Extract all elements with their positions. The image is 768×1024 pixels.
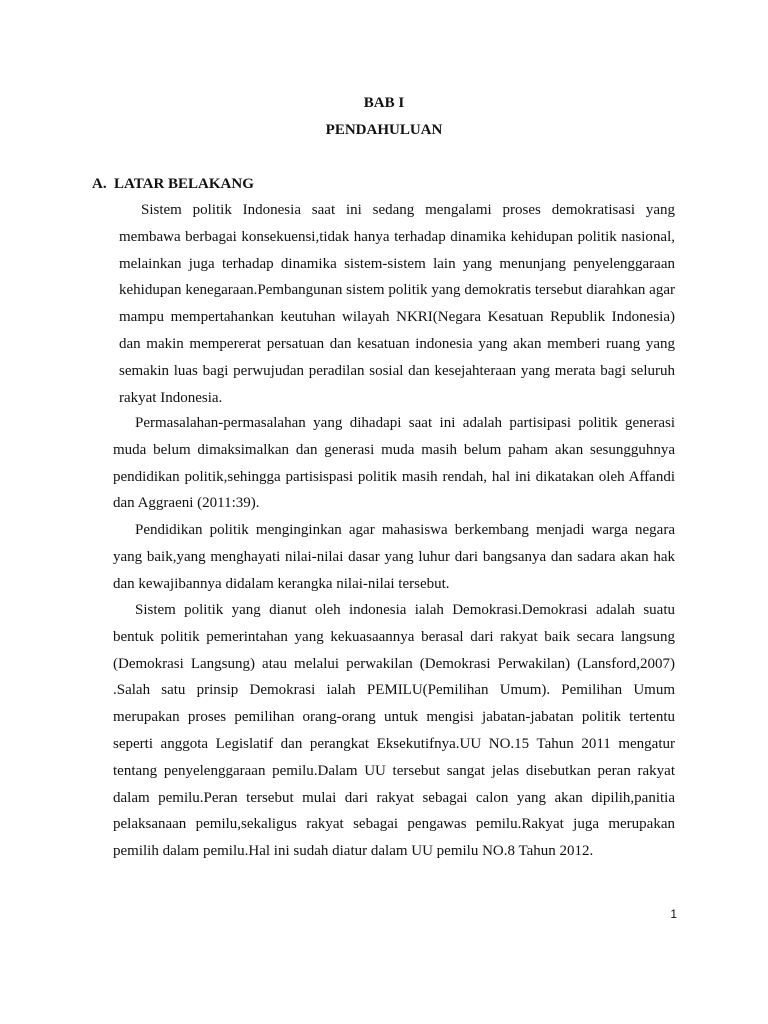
body-paragraph-3: Pendidikan politik menginginkan agar mahasiswa berkembang menjadi warga negara yang baik,yang menghayati nilai-nilai dasar yang luhur dari bangsanya dan sadara akan hak dan kewajibannya didalam kerangka nilai-nilai tersebut. — [113, 522, 675, 592]
chapter-title: PENDAHULUAN — [325, 122, 443, 138]
page-number: 1 — [670, 907, 677, 921]
body-paragraph-1: Sistem politik Indonesia saat ini sedang mengalami proses demokratisasi yang membawa berbagai konsekuensi,tidak hanya terhadap dinamika kehidupan politik nasional, melainkan juga terhadap dinamika sistem-sistem lain yang menunjang penyelenggaraan kehidupan kenegaraan.Pembangunan sistem politik yang demokratis tersebut diarahkan agar mampu mempertahankan keutuhan wilayah NKRI(Negara Kesatuan Republik Indonesia) dan makin mempererat persatuan dan kesatuan indonesia yang akan memberi ruang yang semakin luas bagi perwujudan peradilan sosial dan kesejahteraan yang merata bagi seluruh rakyat Indonesia. — [119, 202, 675, 406]
section-marker: A. — [92, 176, 107, 192]
section-heading — [92, 175, 254, 193]
section-title: LATAR BELAKANG — [114, 176, 254, 192]
body-paragraph-2: Permasalahan-permasalahan yang dihadapi saat ini adalah partisipasi politik generasi muda belum dimaksimalkan dan generasi muda masih belum paham akan sesungguhnya pendidikan politik,sehingga partisispasi politik masih rendah, hal ini dikatakan oleh Affandi dan Aggraeni (2011:39). — [113, 415, 675, 512]
chapter-heading: BAB I — [363, 95, 405, 111]
body-paragraph-4: Sistem politik yang dianut oleh indonesia ialah Demokrasi.Demokrasi adalah suatu bentuk politik pemerintahan yang kekuasaannya berasal dari rakyat baik secara langsung (Demokrasi Langsung) atau melalui perwakilan (Demokrasi Perwakilan) (Lansford,2007) .Salah satu prinsip Demokrasi ialah PEMILU(Pemilihan Umum). Pemilihan Umum merupakan proses pemilihan orang-orang untuk mengisi jabatan-jabatan politik tertentu seperti anggota Legislatif dan perangkat Eksekutifnya.UU NO.15 Tahun 2011 mengatur tentang penyelenggaraan pemilu.Dalam UU tersebut sangat jelas disebutkan peran rakyat dalam pemilu.Peran tersebut mulai dari rakyat sebagai calon yang akan dipilih,panitia pelaksanaan pemilu,sekaligus rakyat sebagai pengawas pemilu.Rakyat juga merupakan pemilih dalam pemilu.Hal ini sudah diatur dalam UU pemilu NO.8 Tahun 2012. — [113, 602, 675, 860]
